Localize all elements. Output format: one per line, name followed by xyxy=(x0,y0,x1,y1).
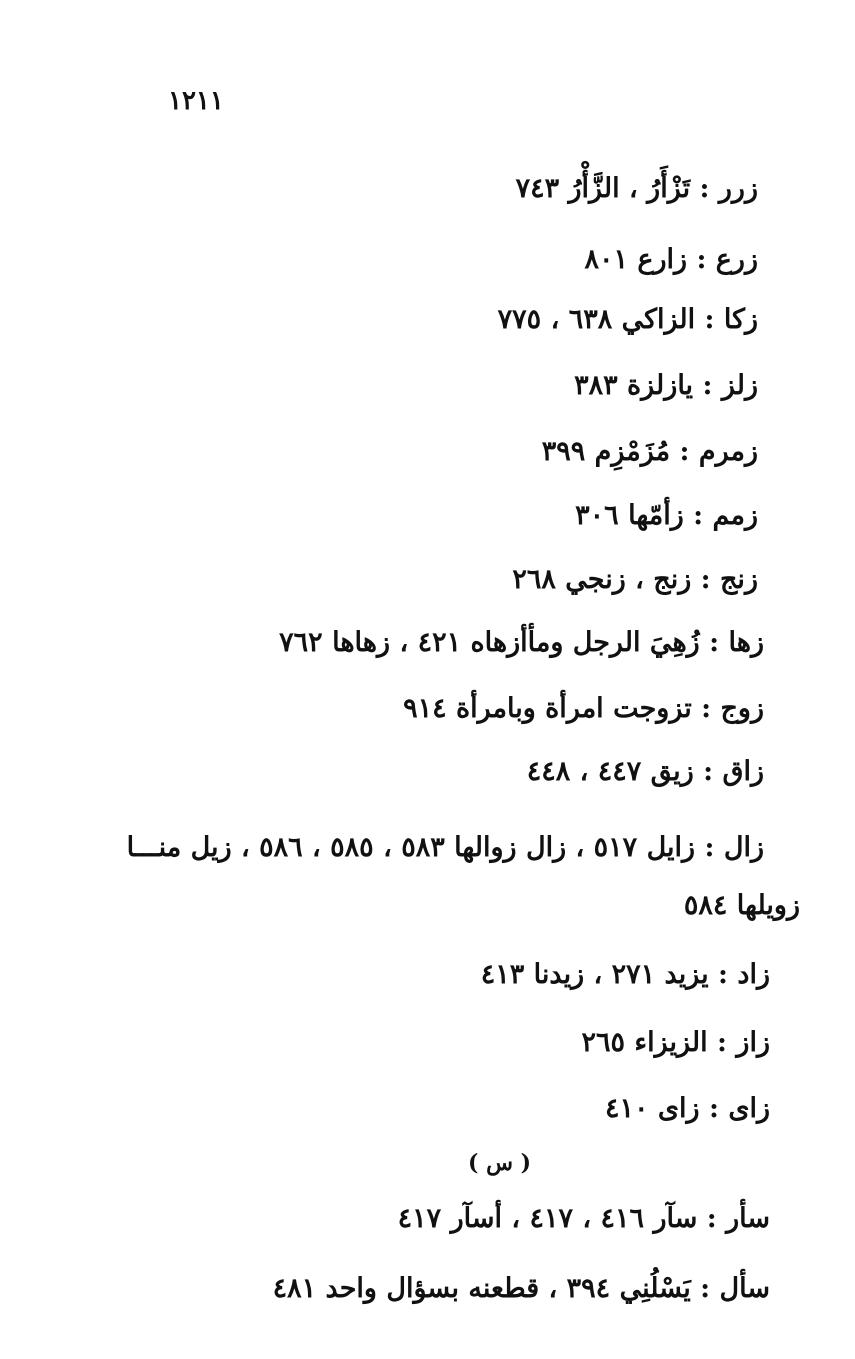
entry-zha: زها : زُهِيَ الرجل ومأأزهاه ٤٢١ ، زهاها ٧٦٢ xyxy=(279,627,764,658)
page-number: ١٢١١ xyxy=(168,86,224,116)
entry-zlz: زلز : يازلزة ٣٨٣ xyxy=(574,370,758,401)
entry-zmrm: زمرم : مُزَمْزِم ٣٩٩ xyxy=(541,436,758,467)
entry-zwj: زوج : تزوجت امرأة وبامرأة ٩١٤ xyxy=(403,693,764,724)
entry-znj: زنج : زنج ، زنجي ٢٦٨ xyxy=(512,564,758,595)
entry-zay: زاى : زاى ٤١٠ xyxy=(604,1093,770,1124)
entry-zmm: زمم : زأمّها ٣٠٦ xyxy=(575,500,758,531)
entry-zal: زال : زايل ٥١٧ ، زال زوالها ٥٨٣ ، ٥٨٥ ، ٥٨٦ ، زيل منـــا xyxy=(126,832,764,863)
entry-sar: سأر : سآر ٤١٦ ، ٤١٧ ، أسآر ٤١٧ xyxy=(397,1203,770,1234)
entry-zka: زكا : الزاكي ٦٣٨ ، ٧٧٥ xyxy=(497,304,758,335)
entry-zaq: زاق : زيق ٤٤٧ ، ٤٤٨ xyxy=(526,756,764,787)
entry-zad: زاد : يزيد ٢٧١ ، زيدنا ٤١٣ xyxy=(480,959,770,990)
entry-sal: سأل : يَسْلُنِي ٣٩٤ ، قطعنه بسؤال واحد ٤٨١ xyxy=(272,1273,770,1304)
entry-zr-ayn: زرع : زارع ٨٠١ xyxy=(584,244,758,275)
entry-zaz: زاز : الزيزاء ٢٦٥ xyxy=(581,1027,770,1058)
section-heading-seen: ( س ) xyxy=(468,1150,531,1176)
entry-zrr: زرر : تَزْأَرُ ، الزَّأْرُ ٧٤٣ xyxy=(515,173,758,204)
entry-zal-continuation: زويلها ٥٨٤ xyxy=(683,890,800,921)
